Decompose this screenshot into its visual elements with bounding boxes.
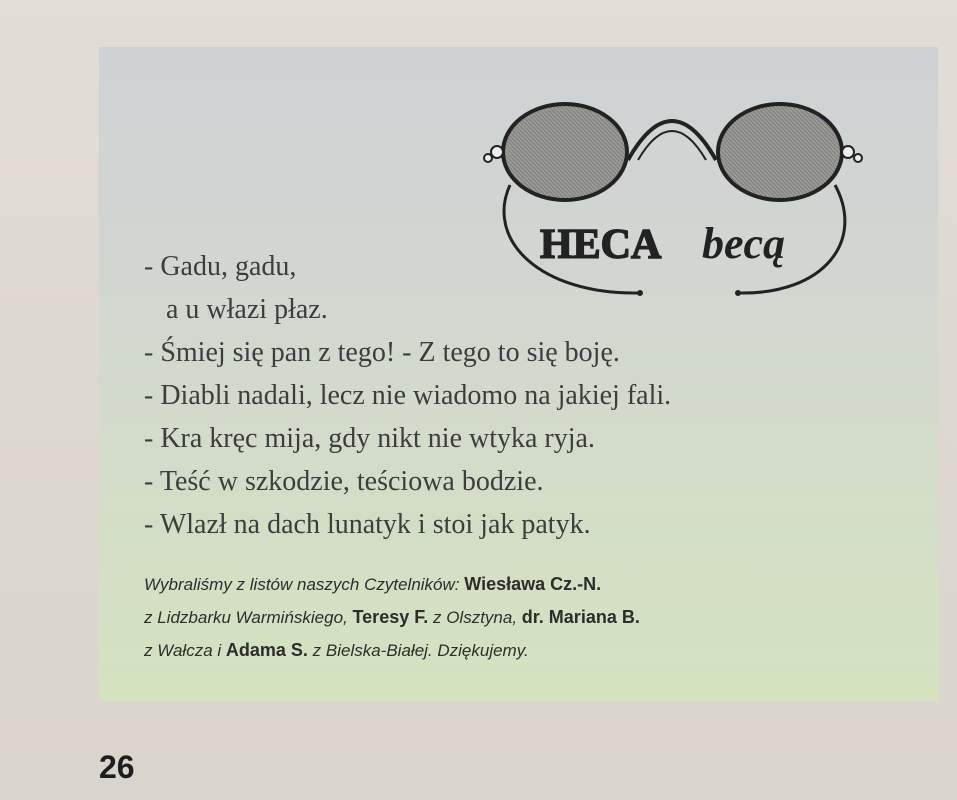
bleed-through-text <box>0 0 957 48</box>
right-lens <box>718 104 842 200</box>
logo-word-heca: HECA <box>540 222 662 268</box>
poem-line: - Wlazł na dach lunatyk i stoi jak patyk. <box>144 509 591 540</box>
logo-word-beca: becą <box>702 219 786 268</box>
credits-line: z Lidzbarku Warmińskiego, Teresy F. z Olsztyna, dr. Mariana B. <box>144 607 640 627</box>
poem-line: - Śmiej się pan z tego! - Z tego to się boję. <box>144 337 620 368</box>
poem-lines <box>144 245 671 546</box>
poem-line: - Kra kręc mija, gdy nikt nie wtyka ryja. <box>144 423 595 454</box>
credits-line: Wybraliśmy z listów naszych Czytelników: Wiesława Cz.-N. <box>144 574 602 594</box>
poem-line: - Diabli nadali, lecz nie wiadomo na jakiej fali. <box>144 380 672 411</box>
poem-line: - Gadu, gadu, <box>144 251 297 282</box>
credits-line: z Wałcza i Adama S. z Bielska-Białej. Dziękujemy. <box>144 640 529 660</box>
poem-line: - Teść w szkodzie, teściowa bodzie. <box>144 466 544 497</box>
page-number: 26 <box>99 749 135 785</box>
poem-line: a u włazi płaz. <box>166 294 328 325</box>
left-lens <box>503 104 627 200</box>
reader-credits <box>144 568 640 667</box>
